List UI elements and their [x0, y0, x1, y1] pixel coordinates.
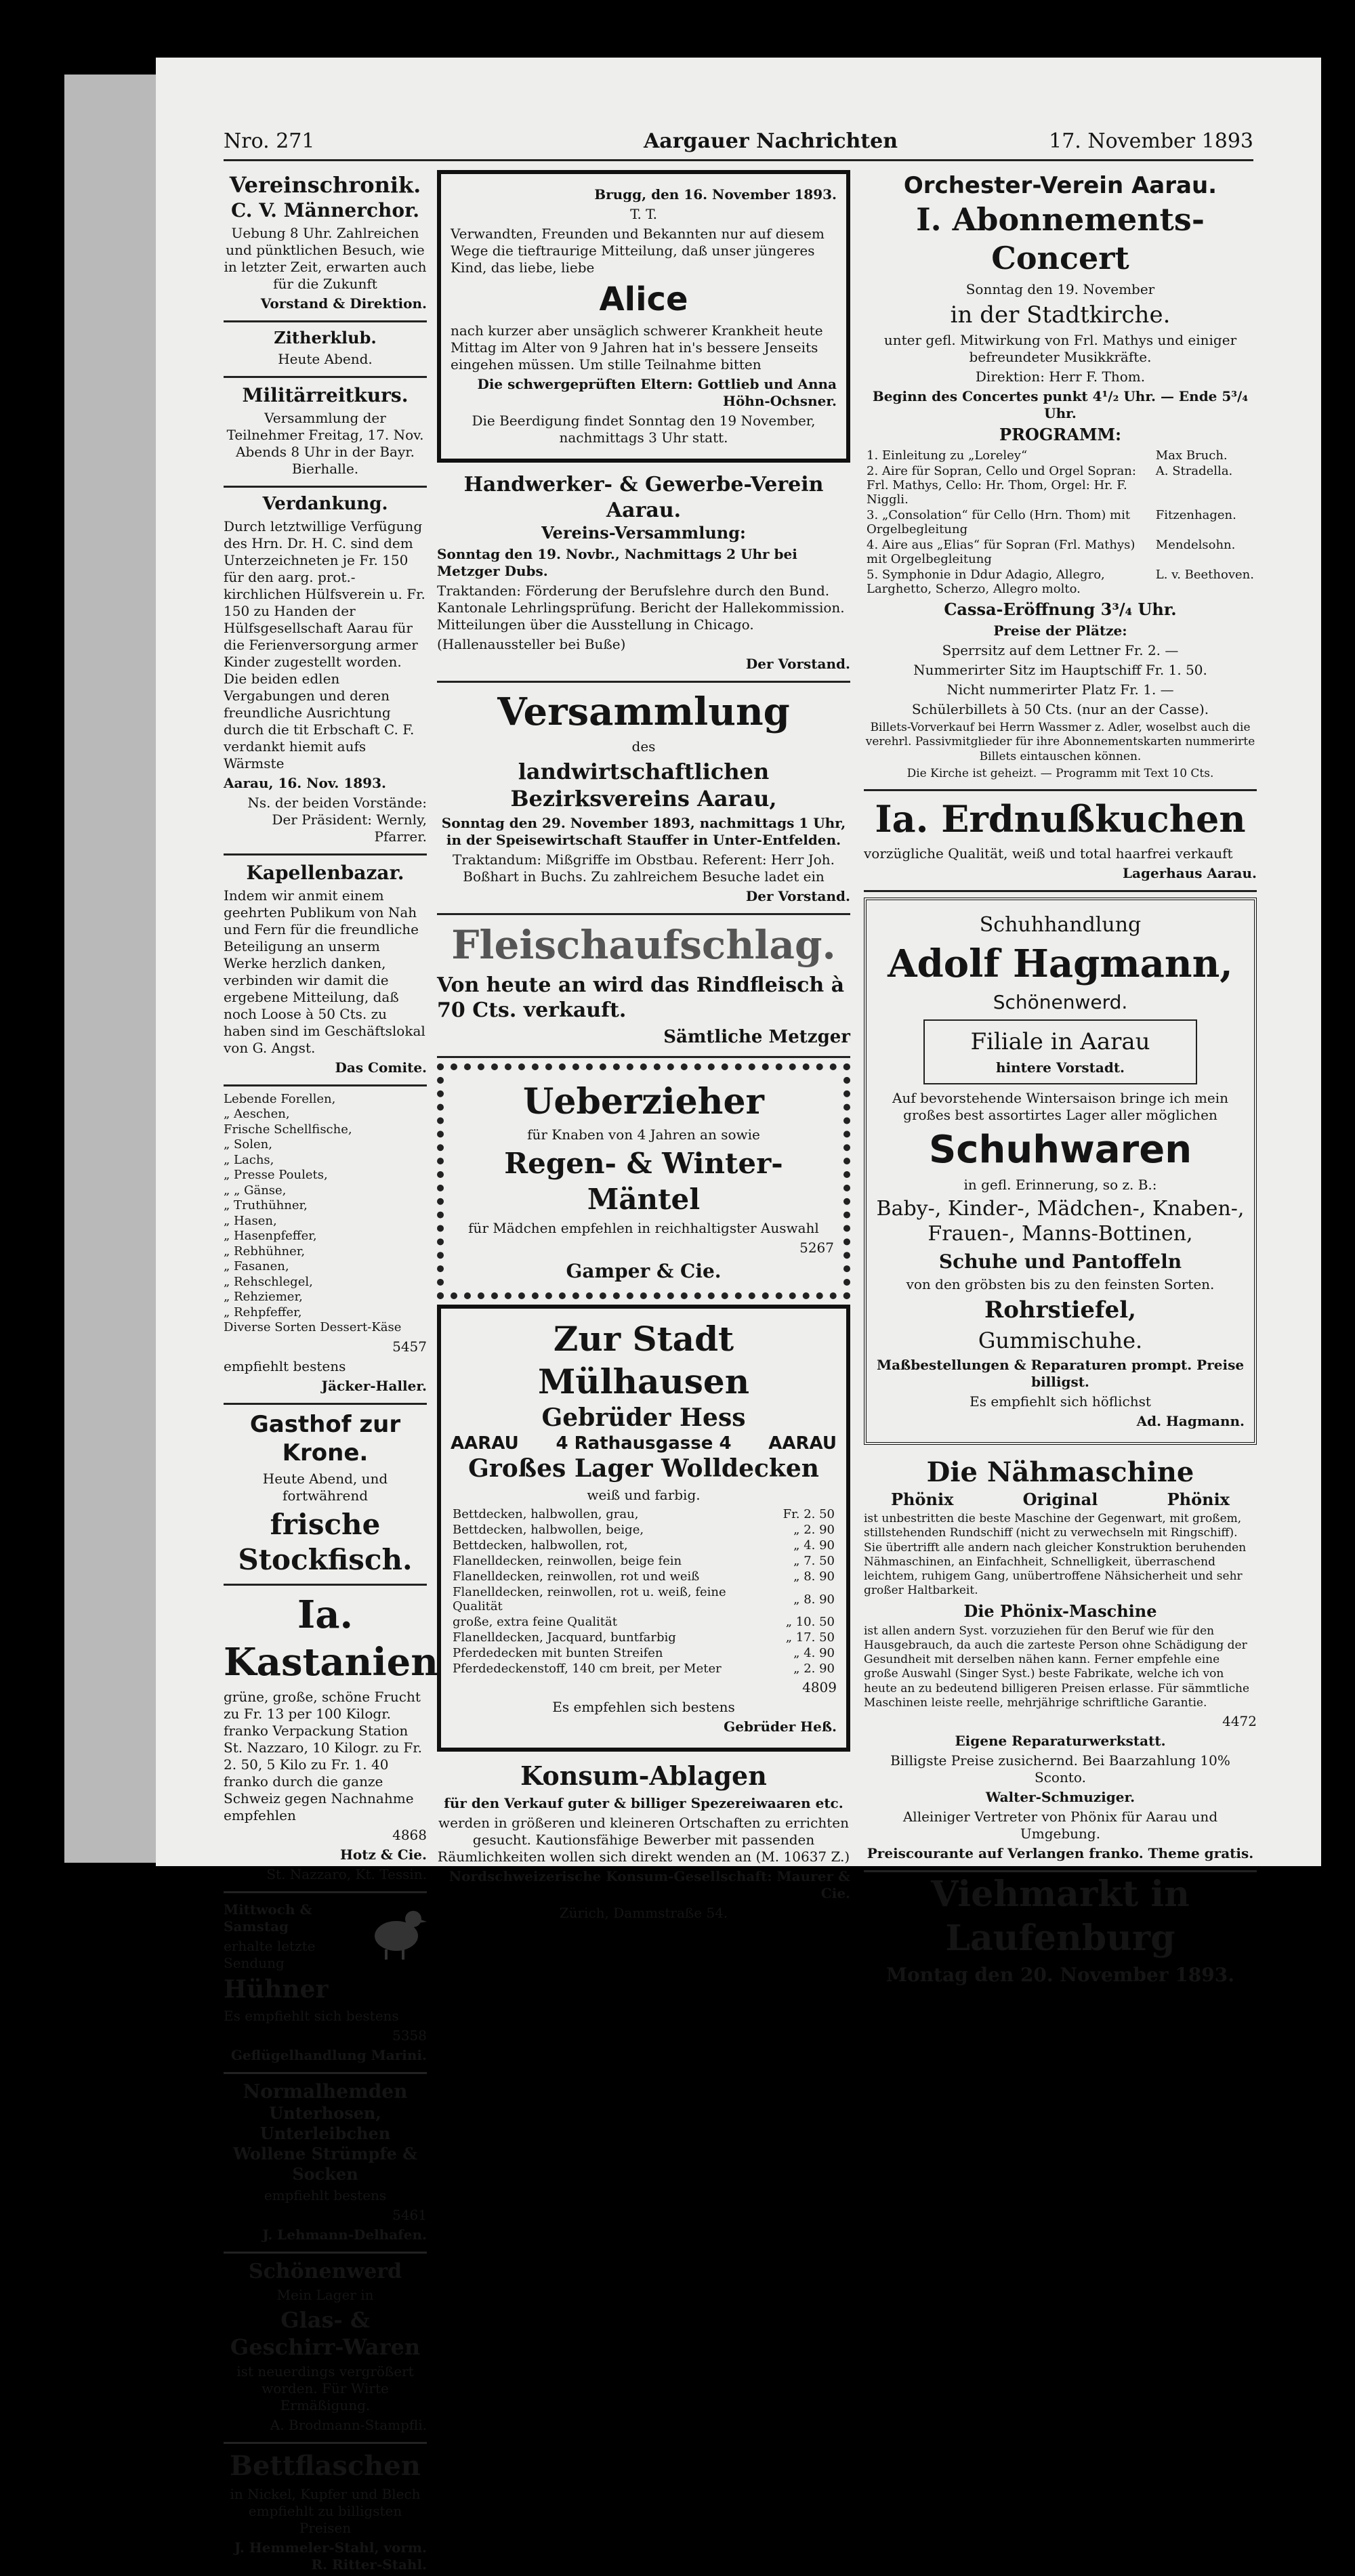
- ad-text: Traktanden: Förderung der Berufslehre durch den Bund. Kantonale Lehrlingsprüfung. Bericht der Hallekommission. Mitteilungen über die Ausstellung in Chicago.: [437, 583, 845, 633]
- item-name: Bettdecken, halbwollen, beige,: [453, 1523, 644, 1537]
- ad-text: Die Kirche ist geheizt. — Programm mit Text 10 Cts.: [906, 766, 1214, 780]
- list-item: „ Fasanen,: [224, 1259, 289, 1273]
- program-composer: L. v. Beethoven.: [1155, 568, 1254, 582]
- ad-number: 4868: [392, 1826, 427, 1843]
- ad-headline: Die Nähmaschine: [926, 1456, 1194, 1488]
- table-row: [451, 1614, 837, 1630]
- ad-text: Von heute an wird das Rindfleisch à 70 Cts. verkauft.: [437, 973, 845, 1022]
- list-item: „ Rehschlegel,: [224, 1274, 313, 1289]
- item-price: „ 2. 90: [793, 1523, 835, 1537]
- ad-address: AARAU: [768, 1433, 837, 1454]
- ad-title: Verdankung.: [262, 494, 388, 514]
- fish-list: [224, 1092, 427, 1336]
- ad-place: St. Nazzaro, Kt. Tessin.: [266, 1865, 427, 1882]
- table-row: [451, 1645, 837, 1661]
- ad-text: Traktandum: Mißgriffe im Obstbau. Referent: Herr Joh. Boßhart in Buchs. Zu zahlreichem Besuche ladet ein: [452, 851, 835, 885]
- ad-signature: Sämtliche Metzger: [663, 1026, 850, 1047]
- ad-text: Schülerbillets à 50 Cts. (nur an der Casse).: [911, 701, 1209, 717]
- ad-signature: Der Vorstand.: [745, 888, 850, 904]
- table-row: [451, 1569, 837, 1584]
- ad-text: für Mädchen empfehlen in reichhaltigster Auswahl: [468, 1220, 819, 1236]
- ad-subtitle: Filiale in Aarau: [970, 1028, 1150, 1055]
- list-item: „ Presse Poulets,: [224, 1168, 328, 1182]
- ad-signature: A. Brodmann-Stampfli.: [270, 2417, 427, 2433]
- ad-text: in Nickel, Kupfer und Blech empfiehlt zu billigsten Preisen: [230, 2486, 421, 2536]
- list-item: „ „ Gänse,: [224, 1183, 287, 1198]
- ad-headline: Glas- & Geschirr-Waren: [230, 2307, 421, 2360]
- issue-date: 17. November 1893: [1049, 129, 1253, 153]
- item-price: „ 17. 50: [785, 1630, 835, 1645]
- item-price: „ 8. 90: [793, 1569, 835, 1584]
- ad-text: Sonntag den 19. November: [965, 280, 1155, 297]
- ad-headline: Regen- & Winter-Mäntel: [504, 1147, 783, 1216]
- ad-number: 5461: [392, 2206, 427, 2223]
- ad-subtitle: für den Verkauf guter & billiger Spezereiwaaren etc.: [444, 1794, 843, 1811]
- table-row: [451, 1506, 837, 1522]
- list-item: „ Hasen,: [224, 1213, 277, 1228]
- ad-subtitle: Schuhe und Pantoffeln: [938, 1250, 1182, 1273]
- ad-signature: J. Lehmann-Delhafen.: [262, 2226, 427, 2243]
- table-row: [451, 1522, 837, 1538]
- ad-text: empfiehlt bestens: [264, 2187, 387, 2203]
- price-table: [451, 1506, 837, 1676]
- item-price: „ 4. 90: [793, 1538, 835, 1553]
- program-piece: 3. „Consolation“ für Cello (Hrn. Thom) mit Orgelbegleitung: [867, 508, 1131, 536]
- ad-headline: Ueberzieher: [523, 1081, 764, 1122]
- ad-title: Militärreitkurs.: [242, 384, 409, 406]
- ad-number: 4809: [802, 1679, 837, 1695]
- ad-text: vorzügliche Qualität, weiß und total haarfrei verkauft: [864, 845, 1233, 862]
- ad-text: Versammlung der Teilnehmer Freitag, 17. Nov. Abends 8 Uhr in der Bayr. Bierhalle.: [226, 410, 424, 477]
- ad-signature: Nordschweizerische Konsum-Gesellschaft: Maurer & Cie.: [449, 1867, 850, 1901]
- list-item: „ Rehziemer,: [224, 1290, 303, 1304]
- table-row: [864, 537, 1257, 567]
- table-row: [451, 1630, 837, 1645]
- ad-subtitle: landwirtschaftlichen Bezirksvereins Aarau,: [510, 759, 777, 811]
- section-title: Vereinschronik.: [229, 172, 421, 198]
- ad-title: Zitherklub.: [274, 328, 377, 347]
- program-table: [864, 448, 1257, 597]
- ad-text: von den gröbsten bis zu den feinsten Sorten.: [906, 1275, 1215, 1292]
- ad-signature: Hotz & Cie.: [339, 1846, 427, 1863]
- ad-headline: Schuhwaren: [928, 1127, 1192, 1172]
- ad-subtitle: Rohrstiefel,: [984, 1296, 1136, 1324]
- program-composer: Max Bruch.: [1155, 448, 1228, 463]
- ad-text: Nicht nummerirter Platz Fr. 1. —: [946, 681, 1174, 698]
- program-piece: 2. Aire für Sopran, Cello und Orgel Sopran: Frl. Mathys, Cello: Hr. Thom, Orgel: Hr. F. Niggli.: [867, 464, 1136, 507]
- ad-text: Sonntag den 19. Novbr., Nachmittags 2 Uhr bei Metzger Dubs.: [437, 546, 797, 579]
- ad-headline: Adolf Hagmann,: [888, 942, 1233, 986]
- list-item: „ Rebhühner,: [224, 1244, 306, 1259]
- ad-address: 4 Rathausgasse 4: [556, 1433, 732, 1454]
- table-row: [451, 1538, 837, 1553]
- ad-title: Handwerker- & Gewerbe-Verein Aarau.: [463, 473, 824, 522]
- ad-text: Sonntag den 29. November 1893, nachmittags 1 Uhr, in der Speisewirtschaft Stauffer in Unter-Entfelden.: [441, 815, 846, 848]
- ad-text: Maßbestellungen & Reparaturen prompt. Preise billigst.: [876, 1357, 1245, 1390]
- ad-headline: Versammlung: [497, 690, 790, 734]
- death-notice: [437, 170, 850, 463]
- ad-text: Heute Abend.: [278, 351, 373, 367]
- ad-text: Verwandten, Freunden und Bekannten nur auf diesem Wege die tieftraurige Mitteilung, daß unser jüngeres Kind, das liebe, liebe: [451, 226, 825, 276]
- ad-headline: Viehmarkt in Laufenburg: [931, 1874, 1190, 1959]
- ad-subtitle: Phönix: [891, 1490, 954, 1509]
- ad-text: Montag den 20. November 1893.: [886, 1964, 1234, 1986]
- ad-subtitle: Phönix: [1167, 1490, 1230, 1509]
- ad-signature: Ns. der beiden Vorstände: Der Präsident: Wernly, Pfarrer.: [247, 794, 427, 845]
- ad-text: Durch letztwillige Verfügung des Hrn. Dr. H. C. sind dem Unterzeichneten je Fr. 150 für den aarg. prot.-kirchlichen Hülfsverein u. Fr. 150 zu Handen der Hülfsgesellschaft Aarau für die Ferienversorgung armer Kinder zugestellt worden. Die beiden edlen Vergabungen und deren freundliche Ausrichtung durch die tit Erbschaft C. F. verdankt hiemit aufs Wärmste: [224, 518, 425, 772]
- hen-illustration: [366, 1899, 427, 1960]
- right-column: [864, 166, 1257, 1989]
- item-name: Bettdecken, halbwollen, rot,: [453, 1538, 628, 1553]
- program-piece: 4. Aire aus „Elias“ für Sopran (Frl. Mathys) mit Orgelbegleitung: [867, 538, 1135, 566]
- ad-signature: Walter-Schmuziger.: [985, 1789, 1135, 1805]
- ad-text: Eigene Reparaturwerkstatt.: [955, 1733, 1166, 1749]
- item-price: „ 8. 90: [793, 1592, 835, 1607]
- ad-signature: Vorstand & Direktion.: [260, 295, 427, 312]
- page-stack-edge: [64, 75, 161, 1863]
- ad-title: Gasthof zur Krone.: [249, 1410, 401, 1466]
- list-item: „ Lachs,: [224, 1152, 274, 1167]
- list-item: „ Hasenpfeffer,: [224, 1229, 317, 1243]
- ad-text: ist unbestritten die beste Maschine der Gegenwart, mit großem, stillstehenden Rundschiff (nicht zu verwechseln mit Ringschiff). Sie übertrifft alle andern nach gleicher Konstruktion beruhenden Nähmaschinen, an Einfachheit, Schnelligkeit, überraschend leichtem, ruhigem Gang, unübertroffene Nähsicherheit und sehr großer Haltbarkeit.: [864, 1512, 1247, 1598]
- ad-title: Orchester-Verein Aarau.: [903, 172, 1217, 199]
- ad-text: für Knaben von 4 Jahren an sowie: [527, 1126, 760, 1143]
- program-composer: Mendelsohn.: [1155, 538, 1236, 552]
- table-row: [864, 463, 1257, 507]
- ad-text: in gefl. Erinnerung, so z. B.:: [963, 1176, 1157, 1193]
- ad-headline: Normalhemden: [243, 2079, 408, 2103]
- ad-signature: Geflügelhandlung Marini.: [230, 2046, 427, 2063]
- ad-text: nach kurzer aber unsäglich schwerer Krankheit heute Mittag im Alter von 9 Jahren hat in's bessere Jenseits eingehen müssen. Um stille Teilnahme bitten: [451, 322, 823, 373]
- program-heading: PROGRAMM:: [999, 425, 1121, 444]
- ad-number: 5457: [392, 1338, 427, 1355]
- ad-number: 5358: [392, 2027, 427, 2044]
- masthead-title: Aargauer Nachrichten: [644, 129, 898, 153]
- list-item: Frische Schellfische,: [224, 1122, 352, 1137]
- list-item: „ Aeschen,: [224, 1107, 290, 1121]
- coat-ad: [437, 1063, 850, 1299]
- ad-text: ist allen andern Syst. vorzuziehen für den Beruf wie für den Hausgebrauch, da auch die zarteste Person ohne Schädigung der Gesundheit mit derselben nähen kann. Ferner empfehle eine große Auswahl (Singer Syst.) beste Fabrikate, welche ich von heute an zu bedeutend billigeren Preisen erlasse. Für sämmtliche Maschinen leiste reelle, mehrjährige schriftliche Garantie.: [864, 1624, 1250, 1710]
- item-name: Flanelldecken, reinwollen, rot u. weiß, feine Qualität: [453, 1585, 726, 1613]
- ad-text: Es empfiehlt sich höflichst: [970, 1393, 1151, 1410]
- ad-signature: Das Comite.: [335, 1059, 427, 1076]
- ad-text: weiß und farbig.: [587, 1487, 701, 1503]
- middle-column: [437, 166, 850, 1924]
- ad-text: Cassa-Eröffnung 3³/₄ Uhr.: [944, 599, 1177, 619]
- ad-text: Beginn des Concertes punkt 4¹/₂ Uhr. — Ende 5³/₄ Uhr.: [872, 388, 1249, 421]
- blanket-ad: [437, 1305, 850, 1752]
- item-name: Flanelldecken, reinwollen, beige fein: [453, 1554, 682, 1568]
- ad-title: Schuhhandlung: [979, 912, 1142, 937]
- ad-text: ist neuerdings vergrößert worden. Für Wirte Ermäßigung.: [236, 2363, 414, 2413]
- program-piece: 5. Symphonie in Ddur Adagio, Allegro, Larghetto, Scherzo, Allegro molto.: [867, 568, 1105, 596]
- ad-title: Schönenwerd: [248, 2259, 402, 2283]
- ad-signature: Gamper & Cie.: [566, 1260, 722, 1282]
- item-price: „ 4. 90: [793, 1646, 835, 1660]
- ad-text: des: [631, 738, 656, 755]
- ad-text: Billets-Vorverkauf bei Herrn Wassmer z. Adler, woselbst auch die verehrl. Passivmitglieder für ihre Abonnementskarten nummerirte Billets eintauschen können.: [865, 721, 1255, 763]
- ad-text: hintere Vorstadt.: [995, 1059, 1125, 1076]
- ad-signature: Jäcker-Haller.: [321, 1377, 427, 1394]
- ad-place: Aarau, 16. Nov. 1893.: [224, 774, 386, 791]
- list-item: „ Solen,: [224, 1137, 272, 1152]
- ad-headline: Zur Stadt Mülhausen: [537, 1319, 750, 1401]
- ad-text: Es empfiehlt sich bestens: [224, 2007, 399, 2024]
- program-composer: A. Stradella.: [1155, 464, 1233, 478]
- ad-text: Heute Abend, und fortwährend: [262, 1470, 388, 1504]
- list-item: Lebende Forellen,: [224, 1091, 336, 1106]
- ad-signature: Der Vorstand.: [745, 656, 850, 672]
- table-row: [451, 1584, 837, 1614]
- ad-text: Direktion: Herr F. Thom.: [975, 368, 1146, 385]
- ad-title: Kapellenbazar.: [246, 861, 404, 884]
- ad-headline: Ia. Erdnußkuchen: [875, 797, 1246, 841]
- ad-headline: Fleischaufschlag.: [451, 922, 836, 968]
- ad-signature: J. Hemmeler-Stahl, vorm. R. Ritter-Stahl.: [234, 2539, 427, 2573]
- ad-text: Preise der Plätze:: [993, 622, 1127, 639]
- ad-subtitle: Die Phönix-Maschine: [963, 1601, 1157, 1621]
- ad-signature: Die schwergeprüften Eltern: Gottlieb und Anna Höhn-Ochsner.: [477, 376, 837, 409]
- ad-text: erhalte letzte Sendung: [224, 1937, 316, 1971]
- table-row: [864, 567, 1257, 597]
- left-column: [224, 166, 438, 2576]
- ad-subtitle: in der Stadtkirche.: [950, 301, 1171, 329]
- ad-headline: Ia. Kastanien: [224, 1592, 438, 1685]
- ad-signature: Lagerhaus Aarau.: [1122, 864, 1257, 881]
- list-item: Diverse Sorten Dessert-Käse: [224, 1320, 402, 1334]
- newspaper-page: [156, 58, 1321, 2573]
- deceased-name: Alice: [599, 280, 688, 318]
- list-item: „ Rehpfeffer,: [224, 1305, 302, 1319]
- program-piece: 1. Einleitung zu „Loreley“: [867, 448, 1028, 463]
- item-price: Fr. 2. 50: [783, 1507, 835, 1521]
- ad-text: Indem wir anmit einem geehrten Publikum von Nah und Fern für die freundliche Beteiligung an unserm Werke herzlich danken, verbinden wir damit die ergebene Mitteilung, daß noch Loose à 50 Cts. zu haben sind im Geschäftslokal von G. Angst.: [224, 887, 425, 1056]
- ad-text: T. T.: [630, 206, 657, 222]
- item-price: „ 7. 50: [793, 1554, 835, 1568]
- ad-number: 4472: [1222, 1713, 1257, 1729]
- ad-headline: Bettflaschen: [230, 2450, 421, 2482]
- table-row: [864, 507, 1257, 537]
- ad-text: (Hallenaussteller bei Buße): [437, 636, 626, 652]
- list-item: „ Truthühner,: [224, 1198, 308, 1212]
- ad-text: Mein Lager in: [276, 2287, 374, 2303]
- ad-text: Preiscourante auf Verlangen franko. Theme gratis.: [867, 1845, 1254, 1861]
- ad-text: unter gefl. Mitwirkung von Frl. Mathys und einiger befreundeter Musikkräfte.: [883, 332, 1237, 365]
- ad-place: Schönenwerd.: [993, 991, 1128, 1013]
- ad-headline: Unterhosen, Unterleibchen: [259, 2103, 391, 2143]
- ad-headline: Hühner: [224, 1975, 329, 2004]
- ad-number: 5267: [799, 1240, 834, 1256]
- ad-headline: Konsum-Ablagen: [520, 1760, 767, 1791]
- ad-text: Baby-, Kinder-, Mädchen-, Knaben-, Frauen-, Manns-Bottinen,: [876, 1196, 1245, 1246]
- ad-text: empfiehlt bestens: [224, 1357, 346, 1374]
- item-name: Flanelldecken, Jacquard, buntfarbig: [453, 1630, 676, 1645]
- ad-subtitle: Vereins-Versammlung:: [541, 523, 746, 543]
- item-name: Bettdecken, halbwollen, grau,: [453, 1507, 639, 1521]
- item-price: „ 2. 90: [793, 1662, 835, 1676]
- item-name: Pferdedecken mit bunten Streifen: [453, 1646, 663, 1660]
- ad-text: Auf bevorstehende Wintersaison bringe ich mein großes best assortirtes Lager aller möglichen: [892, 1089, 1228, 1123]
- ad-signature: Ad. Hagmann.: [1136, 1413, 1245, 1429]
- ad-text: Sperrsitz auf dem Lettner Fr. 2. —: [942, 642, 1179, 658]
- ad-headline: Wollene Strümpfe & Socken: [233, 2143, 417, 2184]
- ad-subtitle: Gummischuhe.: [978, 1328, 1143, 1353]
- shoe-ad: [864, 898, 1257, 1445]
- ad-text: Die Beerdigung findet Sonntag den 19 November, nachmittags 3 Uhr statt.: [472, 413, 816, 446]
- ad-text: Uebung 8 Uhr. Zahlreichen und pünktlichen Besuch, wie in letzter Zeit, erwarten auch für die Zukunft: [224, 225, 427, 292]
- ad-text: Alleiniger Vertreter von Phönix für Aarau und Umgebung.: [902, 1809, 1218, 1842]
- item-price: „ 10. 50: [785, 1615, 835, 1629]
- table-row: [451, 1553, 837, 1569]
- ad-text: Billigste Preise zusichernd. Bei Baarzahlung 10% Sconto.: [890, 1752, 1230, 1786]
- ad-headline: I. Abonnements-Concert: [916, 200, 1205, 276]
- page-header: [224, 125, 1253, 161]
- item-name: Pferdedeckenstoff, 140 cm breit, per Meter: [453, 1662, 722, 1676]
- ad-title: Gebrüder Hess: [541, 1403, 746, 1432]
- ad-title: C. V. Männerchor.: [230, 199, 420, 221]
- ad-place: Zürich, Dammstraße 54.: [559, 1904, 728, 1921]
- ad-text: werden in größeren und kleineren Ortschaften zu errichten gesucht. Kautionsfähige Bewerber mit passenden Räumlichkeiten wollen sich direkt wenden an (M. 10637 Z.): [437, 1814, 850, 1865]
- item-name: große, extra feine Qualität: [453, 1615, 618, 1629]
- ad-headline: Großes Lager Wolldecken: [468, 1454, 819, 1483]
- item-name: Flanelldecken, reinwollen, rot und weiß: [453, 1569, 700, 1584]
- table-row: [451, 1661, 837, 1676]
- ad-subtitle: Original: [1022, 1490, 1098, 1509]
- ad-text: Es empfehlen sich bestens: [552, 1699, 735, 1715]
- ad-text: Mittwoch & Samstag: [224, 1901, 312, 1935]
- ad-text: grüne, große, schöne Frucht zu Fr. 13 per 100 Kilogr. franko Verpackung Station St. Nazzaro, 10 Kilogr. zu Fr. 2. 50, 5 Kilo zu Fr. 1. 40 franko durch die ganze Schweiz gegen Nachnahme empfehlen: [224, 1688, 423, 1823]
- issue-number: Nro. 271: [224, 129, 315, 153]
- ad-place: Brugg, den 16. November 1893.: [594, 186, 837, 203]
- ad-address: AARAU: [451, 1433, 519, 1454]
- table-row: [864, 448, 1257, 463]
- ad-signature: Gebrüder Heß.: [724, 1718, 837, 1735]
- ad-headline: frische Stockfisch.: [238, 1507, 413, 1576]
- program-composer: Fitzenhagen.: [1155, 508, 1236, 522]
- ad-text: Nummerirter Sitz im Hauptschiff Fr. 1. 50.: [913, 662, 1207, 678]
